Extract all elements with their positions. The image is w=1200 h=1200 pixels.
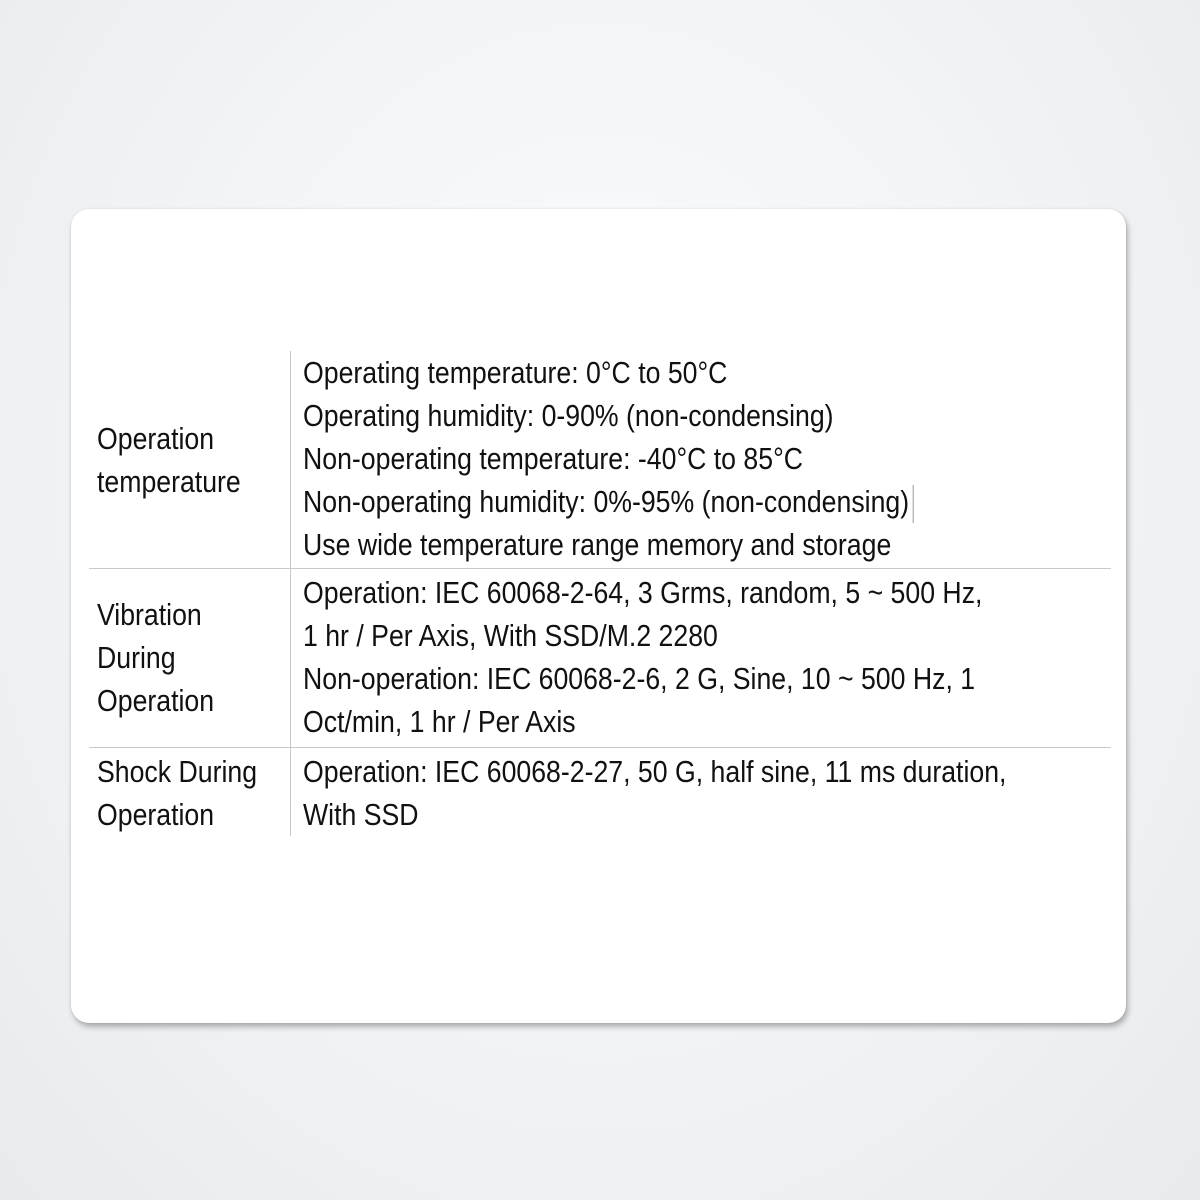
environment-spec-table <box>89 351 1111 836</box>
spec-line: Operating humidity: 0-90% (non-condensing) <box>302 398 834 433</box>
row-value-operation-temperature <box>290 351 1111 569</box>
table-row <box>89 748 1111 837</box>
spec-line: Non-operating temperature: -40°C to 85°C <box>302 441 803 476</box>
row-value-vibration <box>290 569 1111 748</box>
spec-line: Use wide temperature range memory and storage <box>302 527 891 562</box>
spec-line: Operation: IEC 60068-2-64, 3 Grms, random, 5 ~ 500 Hz, <box>302 575 982 610</box>
table-row <box>89 351 1111 569</box>
spec-line-with-caret: Non-operating humidity: 0%-95% (non-condensing) <box>302 484 909 519</box>
text-caret <box>912 485 913 523</box>
spec-line: Oct/min, 1 hr / Per Axis <box>302 704 576 739</box>
spec-card <box>71 209 1126 1023</box>
spec-line: Non-operation: IEC 60068-2-6, 2 G, Sine, 10 ~ 500 Hz, 1 <box>302 661 975 696</box>
row-label-vibration: Vibration During Operation <box>89 569 290 748</box>
spec-line: Operating temperature: 0°C to 50°C <box>302 355 727 390</box>
spec-line: With SSD <box>302 797 419 832</box>
row-label-operation-temperature: Operation temperature <box>89 351 290 569</box>
spec-line: 1 hr / Per Axis, With SSD/M.2 2280 <box>302 618 718 653</box>
table-row <box>89 569 1111 748</box>
row-value-shock <box>290 748 1111 837</box>
spec-line: Operation: IEC 60068-2-27, 50 G, half sine, 11 ms duration, <box>302 754 1006 789</box>
row-label-shock: Shock During Operation <box>89 748 290 837</box>
